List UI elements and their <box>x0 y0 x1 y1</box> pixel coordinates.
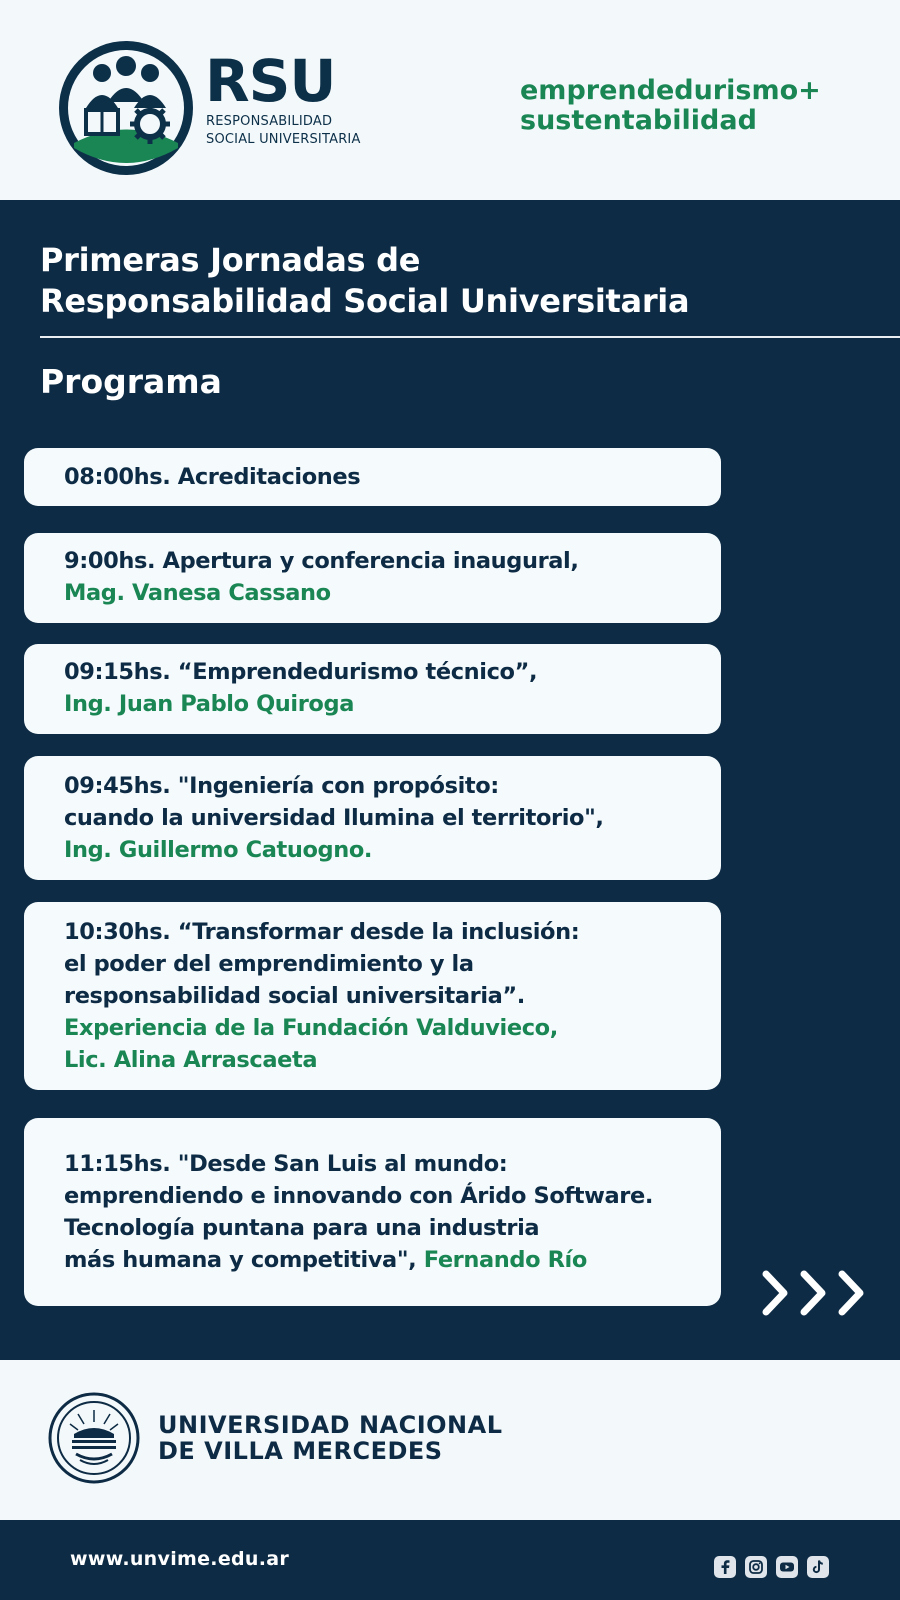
schedule-card <box>24 533 721 623</box>
schedule-card <box>24 644 721 734</box>
event-title-line-2: Responsabilidad Social Universitaria <box>40 282 690 320</box>
university-name-line-2: DE VILLA MERCEDES <box>158 1437 443 1465</box>
rsu-logo-subtitle-2: SOCIAL UNIVERSITARIA <box>206 132 361 147</box>
tagline-line-2: sustentabilidad <box>520 105 757 136</box>
schedule-text: el poder del emprendimiento y la <box>64 951 474 977</box>
tagline-line-1: emprendedurismo+ <box>520 75 821 106</box>
section-heading: Programa <box>40 362 222 401</box>
speaker-name: Fernando Río <box>423 1247 587 1273</box>
event-title <box>40 240 689 322</box>
rsu-logo-word: RSU <box>205 47 336 115</box>
schedule-card <box>24 1118 721 1306</box>
facebook-icon[interactable] <box>714 1556 736 1578</box>
youtube-icon[interactable] <box>776 1556 798 1578</box>
chevrons-right-icon <box>760 1268 874 1318</box>
schedule-text: cuando la universidad Ilumina el territorio", <box>64 805 604 831</box>
speaker-name: Mag. Vanesa Cassano <box>64 580 331 606</box>
schedule-text: Tecnología puntana para una industria <box>64 1215 540 1241</box>
speaker-name: Experiencia de la Fundación Valduvieco, <box>64 1015 558 1041</box>
schedule-text: más humana y competitiva", <box>64 1247 417 1273</box>
rsu-logo-subtitle-1: RESPONSABILIDAD <box>206 114 333 129</box>
university-name-line-1: UNIVERSIDAD NACIONAL <box>158 1411 503 1439</box>
divider <box>40 336 900 338</box>
program-section <box>0 200 900 1360</box>
speaker-name: Lic. Alina Arrascaeta <box>64 1047 318 1073</box>
university-seal-icon <box>48 1392 140 1484</box>
schedule-card <box>24 902 721 1090</box>
website-link[interactable]: www.unvime.edu.ar <box>70 1548 290 1570</box>
schedule-text: responsabilidad social universitaria”. <box>64 983 525 1009</box>
schedule-card <box>24 448 721 506</box>
footer-bar <box>0 1520 900 1600</box>
schedule-text-row <box>64 1244 721 1276</box>
university-section <box>0 1360 900 1520</box>
schedule-text: emprendiendo e innovando con Árido Software. <box>64 1183 653 1209</box>
speaker-name: Ing. Guillermo Catuogno. <box>64 837 373 863</box>
speaker-name: Ing. Juan Pablo Quiroga <box>64 691 354 717</box>
schedule-text: 10:30hs. “Transformar desde la inclusión: <box>64 919 580 945</box>
rsu-logo-icon <box>56 38 196 178</box>
schedule-text: 09:15hs. “Emprendedurismo técnico”, <box>64 659 538 685</box>
schedule-card <box>24 756 721 880</box>
instagram-icon[interactable] <box>745 1556 767 1578</box>
event-title-line-1: Primeras Jornadas de <box>40 241 421 279</box>
schedule-text: 09:45hs. "Ingeniería con propósito: <box>64 773 499 799</box>
schedule-text: 08:00hs. Acreditaciones <box>64 464 361 490</box>
schedule-text: 11:15hs. "Desde San Luis al mundo: <box>64 1151 508 1177</box>
header <box>0 0 900 200</box>
tiktok-icon[interactable] <box>807 1556 829 1578</box>
schedule-text: 9:00hs. Apertura y conferencia inaugural, <box>64 548 579 574</box>
